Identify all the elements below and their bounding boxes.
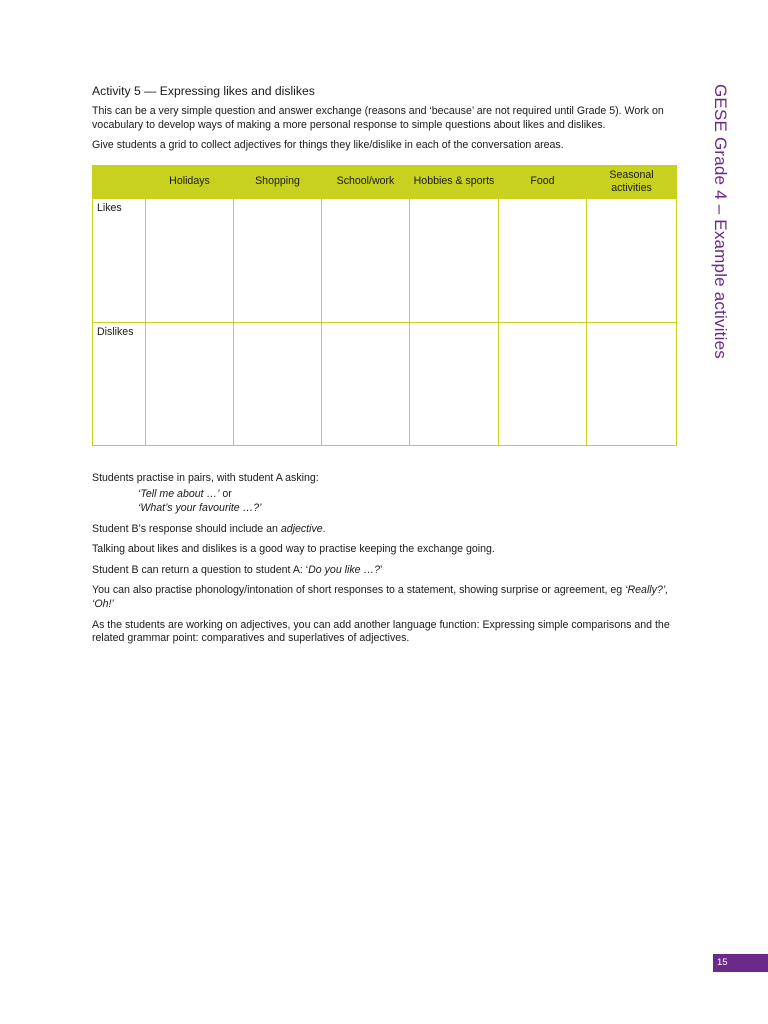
intro-paragraph-2: Give students a grid to collect adjectives for things they like/dislike in each of the conversation areas. [92, 139, 564, 152]
return-question-emphasis: Do you like …? [308, 563, 380, 576]
intro-paragraph-1: This can be a very simple question and answer exchange (reasons and ‘because’ are not required until Grade 5). Work on vocabulary to develop ways of making a more personal response to simple questions about likes and dislikes. [92, 105, 664, 131]
sidebar-title [704, 84, 734, 384]
sidebar-title-text: GESE Grade 4 – Example activities [711, 84, 730, 359]
phonology-emphasis: ‘Really?’, ‘Oh!’ [92, 584, 669, 610]
grid-header-food: Food [499, 165, 587, 198]
row-label-likes: Likes [93, 198, 146, 322]
grid-cell [322, 198, 410, 322]
grid-header-school-work: School/work [322, 165, 410, 198]
grid-cell [410, 198, 499, 322]
grid-cell [499, 198, 587, 322]
return-question-text: Student B can return a question to student A: ‘ [92, 563, 309, 576]
question-connector: or [219, 488, 232, 501]
row-label-dislikes: Dislikes [93, 322, 146, 445]
likes-dislikes-grid [92, 165, 677, 446]
grid-cell [146, 198, 234, 322]
grid-header-holidays: Holidays [146, 165, 234, 198]
return-question-paragraph [92, 564, 676, 578]
phonology-text: You can also practise phonology/intonation of short responses to a statement, showing surprise or agreement, eg [92, 584, 626, 597]
grid-cell [499, 322, 587, 445]
question-example-1 [92, 488, 676, 502]
comparisons-paragraph: As the students are working on adjectives, you can add another language function: Expressing simple comparisons and the related grammar point: comparatives and superlatives of adjectives. [92, 618, 670, 645]
response-text: Student B’s response should include an [92, 522, 281, 535]
grid-cell [587, 198, 677, 322]
question-text-1: ‘Tell me about …’ [138, 488, 220, 501]
grid-cell [322, 322, 410, 445]
activity-heading: Activity 5 — Expressing likes and dislikes [92, 84, 315, 98]
grid-cell [234, 322, 322, 445]
question-example-2 [92, 502, 676, 516]
grid-cell [410, 322, 499, 445]
practice-intro: Students practise in pairs, with student A asking: [92, 471, 319, 484]
phonology-paragraph [92, 584, 676, 611]
question-text-2: ‘What’s your favourite …?’ [138, 501, 262, 514]
exchange-paragraph: Talking about likes and dislikes is a good way to practise keeping the exchange going. [92, 543, 495, 556]
page-number: 15 [713, 954, 768, 972]
grid-header-empty [93, 165, 146, 198]
response-paragraph [92, 523, 676, 537]
grid-header-hobbies-sports: Hobbies & sports [410, 165, 499, 198]
grid-cell [587, 322, 677, 445]
grid-cell [146, 322, 234, 445]
grid-row-likes [93, 198, 677, 322]
grid-header-seasonal-activities: Seasonal activities [587, 165, 677, 198]
grid-header-shopping: Shopping [234, 165, 322, 198]
practice-section [92, 472, 676, 646]
grid-header-row [93, 165, 677, 198]
grid-row-dislikes [93, 322, 677, 445]
page-content [92, 84, 676, 653]
grid-cell [234, 198, 322, 322]
return-question-end: ’ [379, 563, 383, 576]
response-end: . [322, 522, 326, 535]
response-emphasis: adjective [280, 522, 323, 535]
